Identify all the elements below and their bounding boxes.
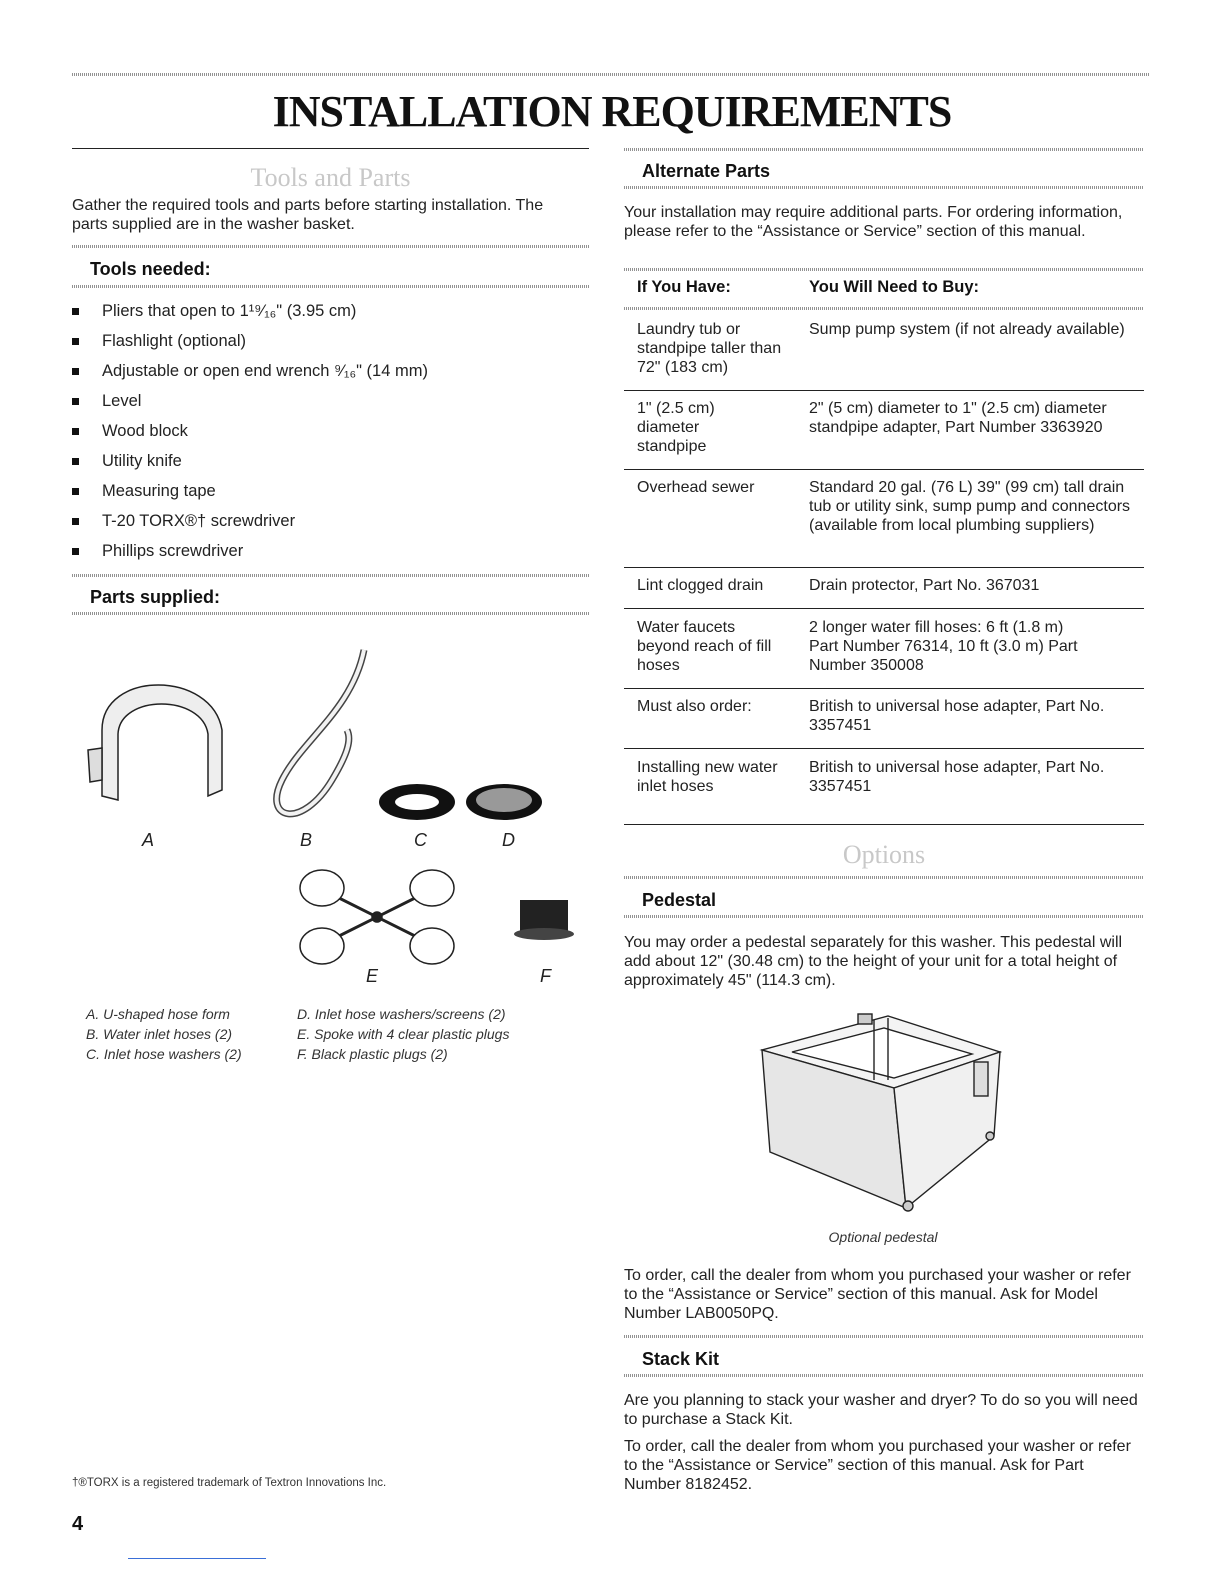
list-item: Utility knife bbox=[72, 450, 587, 480]
parts-supplied-heading: Parts supplied: bbox=[90, 587, 221, 607]
table-row-3-buy: Drain protector, Part No. 367031 bbox=[809, 577, 1040, 594]
table-row-2-have: Overhead sewer bbox=[637, 479, 755, 496]
buy-table-rule-top bbox=[624, 268, 1144, 271]
part-letter-a: A bbox=[142, 830, 155, 850]
table-row-divider bbox=[624, 824, 1144, 825]
bullet-icon bbox=[72, 308, 79, 315]
buy-table-rule-header bbox=[624, 307, 1144, 310]
bottom-blue-line bbox=[128, 1558, 266, 1559]
alternate-parts-rule-top bbox=[624, 148, 1144, 151]
stack-kit-order-text: To order, call the dealer from whom you purchased your washer or refer to the “Assistance or Service” section of this manual. Ask for Part Number 8182452. bbox=[624, 1438, 1131, 1493]
torx-footnote: †®TORX is a registered trademark of Textron Innovations Inc. bbox=[72, 1477, 387, 1489]
bullet-icon bbox=[72, 548, 79, 555]
page-number: 4 bbox=[72, 1513, 84, 1535]
spoke-with-plugs-illustration bbox=[300, 870, 454, 964]
alternate-parts-rule-bottom bbox=[624, 186, 1144, 189]
top-rule bbox=[72, 73, 1150, 76]
pedestal-rule-bottom bbox=[624, 915, 1144, 918]
list-item: T-20 TORX®† screwdriver bbox=[72, 510, 587, 540]
options-heading: Options bbox=[842, 840, 926, 869]
table-row-6-have: Installing new water inlet hoses bbox=[637, 759, 778, 795]
left-column-rule bbox=[72, 148, 589, 149]
col-header-have: If You Have: bbox=[637, 278, 731, 296]
list-item: Pliers that open to 1¹⁹⁄₁₆" (3.95 cm) bbox=[72, 300, 587, 330]
table-row-1-buy: 2" (5 cm) diameter to 1" (2.5 cm) diameter standpipe adapter, Part Number 3363920 bbox=[809, 400, 1107, 436]
part-letter-e: E bbox=[366, 966, 379, 986]
bullet-icon bbox=[72, 398, 79, 405]
list-item: Flashlight (optional) bbox=[72, 330, 587, 360]
pedestal-caption: Optional pedestal bbox=[828, 1229, 938, 1245]
parts-legend-left: A. U-shaped hose form B. Water inlet hoses (2) C. Inlet hose washers (2) bbox=[86, 1006, 242, 1062]
part-letter-f: F bbox=[540, 966, 551, 986]
pedestal-description: You may order a pedestal separately for this washer. This pedestal will add about 12" (30.48 cm) to the height of your unit for a total height of approximately 45" (114.3 cm). bbox=[624, 934, 1123, 989]
parts-illustration bbox=[72, 630, 589, 990]
water-inlet-hose-illustration bbox=[277, 650, 364, 814]
tools-list bbox=[72, 300, 587, 570]
table-row-2-buy: Standard 20 gal. (76 L) 39" (99 cm) tall drain tub or utility sink, sump pump and connectors (available from local plumbing suppliers) bbox=[809, 479, 1131, 534]
table-row-5-have: Must also order: bbox=[637, 698, 752, 715]
parts-heading-rule-top bbox=[72, 574, 589, 577]
table-row-divider bbox=[624, 567, 1144, 568]
list-item: Level bbox=[72, 390, 587, 420]
tools-heading-rule-top bbox=[72, 245, 589, 248]
list-item: Phillips screwdriver bbox=[72, 540, 587, 570]
bullet-icon bbox=[72, 518, 79, 525]
pedestal-heading: Pedestal bbox=[642, 890, 717, 910]
table-row-0-buy: Sump pump system (if not already available) bbox=[809, 321, 1125, 338]
bullet-icon bbox=[72, 338, 79, 345]
bullet-icon bbox=[72, 428, 79, 435]
stack-kit-rule-top bbox=[624, 1335, 1144, 1338]
col-header-buy: You Will Need to Buy: bbox=[809, 278, 980, 296]
list-item: Measuring tape bbox=[72, 480, 587, 510]
inlet-washer-screen-illustration bbox=[466, 784, 542, 820]
pedestal-illustration bbox=[758, 1010, 1008, 1220]
bullet-icon bbox=[72, 458, 79, 465]
inlet-hose-washer-illustration bbox=[379, 784, 455, 820]
table-row-4-have: Water faucets beyond reach of fill hoses bbox=[637, 619, 772, 674]
black-plastic-plug-illustration bbox=[514, 900, 574, 940]
table-row-0-have: Laundry tub or standpipe taller than 72" (183 cm) bbox=[637, 321, 782, 376]
u-shaped-hose-form-illustration bbox=[88, 685, 222, 800]
pedestal-rule-top bbox=[624, 876, 1144, 879]
list-item: Wood block bbox=[72, 420, 587, 450]
page-title: INSTALLATION REQUIREMENTS bbox=[272, 87, 952, 136]
tools-parts-intro: Gather the required tools and parts before starting installation. The parts supplied are in the washer basket. bbox=[72, 197, 544, 233]
stack-kit-rule-bottom bbox=[624, 1374, 1144, 1377]
part-letter-d: D bbox=[502, 830, 515, 850]
table-row-divider bbox=[624, 748, 1144, 749]
alternate-parts-intro: Your installation may require additional parts. For ordering information, please refer to the “Assistance or Service” section of this manual. bbox=[624, 204, 1123, 240]
parts-heading-rule-bottom bbox=[72, 612, 589, 615]
table-row-4-buy: 2 longer water fill hoses: 6 ft (1.8 m) Part Number 76314, 10 ft (3.0 m) Part Number 350008 bbox=[809, 619, 1078, 674]
bullet-icon bbox=[72, 488, 79, 495]
part-letter-c: C bbox=[414, 830, 427, 850]
table-row-5-buy: British to universal hose adapter, Part No. 3357451 bbox=[809, 698, 1105, 734]
table-row-1-have: 1" (2.5 cm) diameter standpipe bbox=[637, 400, 715, 455]
bullet-icon bbox=[72, 368, 79, 375]
list-item: Adjustable or open end wrench ⁹⁄₁₆" (14 mm) bbox=[72, 360, 587, 390]
table-row-divider bbox=[624, 608, 1144, 609]
pedestal-order-text: To order, call the dealer from whom you purchased your washer or refer to the “Assistance or Service” section of this manual. Ask for Model Number LAB0050PQ. bbox=[624, 1267, 1131, 1322]
table-row-6-buy: British to universal hose adapter, Part No. 3357451 bbox=[809, 759, 1105, 795]
table-row-3-have: Lint clogged drain bbox=[637, 577, 764, 594]
stack-kit-heading: Stack Kit bbox=[642, 1349, 720, 1369]
tools-heading-rule-bottom bbox=[72, 285, 589, 288]
stack-kit-description: Are you planning to stack your washer and dryer? To do so you will need to purchase a Stack Kit. bbox=[624, 1392, 1138, 1428]
tools-needed-heading: Tools needed: bbox=[90, 259, 211, 279]
alternate-parts-heading: Alternate Parts bbox=[642, 161, 771, 181]
tools-and-parts-heading: Tools and Parts bbox=[250, 163, 411, 192]
table-row-divider bbox=[624, 688, 1144, 689]
parts-legend-right: D. Inlet hose washers/screens (2) E. Spoke with 4 clear plastic plugs F. Black plastic plugs (2) bbox=[297, 1006, 510, 1062]
table-row-divider bbox=[624, 469, 1144, 470]
part-letter-b: B bbox=[300, 830, 313, 850]
table-row-divider bbox=[624, 390, 1144, 391]
